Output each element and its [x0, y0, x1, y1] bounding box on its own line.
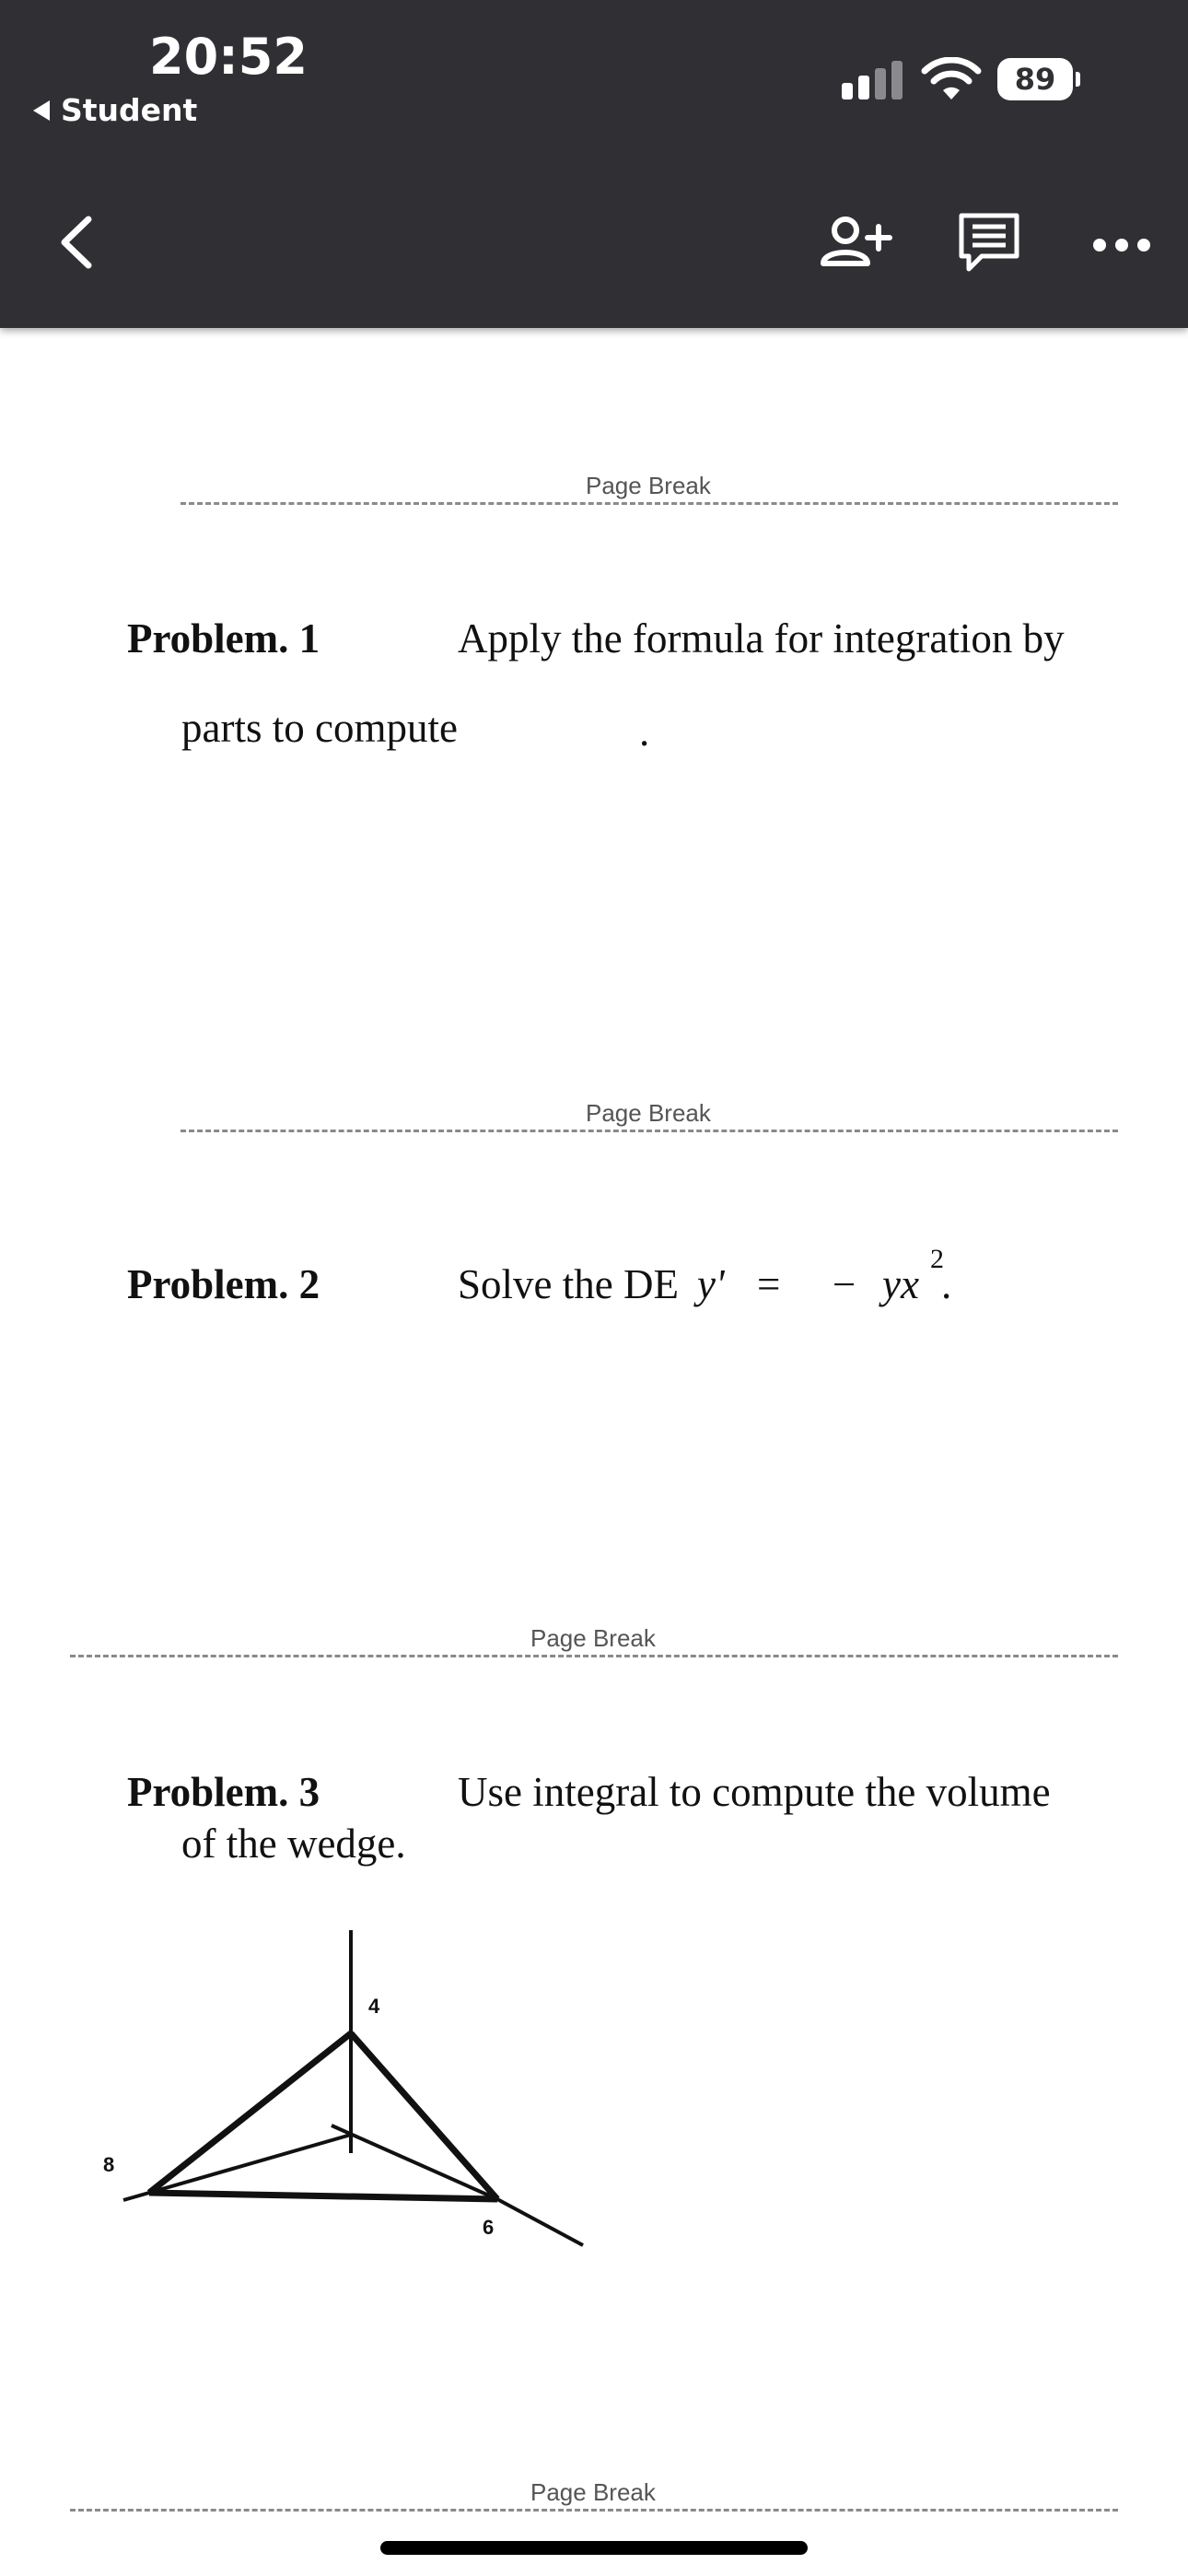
wifi-icon	[921, 57, 982, 101]
wedge-inner-right	[332, 2125, 497, 2199]
page-break-label: Page Break	[582, 1099, 715, 1128]
page-break-line	[70, 1655, 1118, 1657]
x-axis-left	[123, 2193, 149, 2200]
equation-lhs: y'	[697, 1261, 725, 1307]
equation-equals: =	[757, 1261, 781, 1307]
label-x-length: 8	[103, 2153, 115, 2176]
label-y-length: 6	[483, 2216, 495, 2239]
problem-3-text: Use integral to compute the volume	[458, 1769, 1051, 1815]
wedge-edge-left	[149, 2033, 351, 2193]
equation-period: .	[941, 1261, 952, 1307]
cellular-signal-icon	[840, 61, 906, 100]
wedge-edge-base	[149, 2193, 497, 2199]
status-time: 20:52	[149, 28, 308, 86]
problem-1-text: Apply the formula for integration by	[458, 615, 1065, 662]
problem-1-period: .	[639, 708, 650, 755]
equation-exponent: 2	[930, 1244, 944, 1274]
top-app-bar	[0, 0, 1188, 328]
home-indicator[interactable]	[380, 2541, 808, 2555]
problem-3-text-line2: of the wedge.	[181, 1821, 406, 1867]
problem-2-label: Problem. 2	[127, 1261, 320, 1307]
battery-level: 89	[997, 58, 1073, 100]
problem-1-label: Problem. 1	[127, 615, 320, 662]
battery-nub	[1076, 72, 1080, 87]
label-height: 4	[368, 1995, 380, 2018]
problem-1-text-line2: parts to compute	[181, 705, 458, 751]
chevron-left-icon[interactable]	[53, 210, 99, 275]
wedge-edge-right	[351, 2033, 497, 2199]
page-break-label: Page Break	[527, 2478, 659, 2507]
problem-2-text: Solve the DE	[458, 1261, 679, 1307]
page-break-line	[181, 502, 1118, 505]
back-triangle-icon	[33, 100, 50, 121]
wedge-inner-left	[149, 2135, 351, 2193]
add-person-icon[interactable]	[818, 210, 893, 275]
wedge-diagram	[92, 1921, 608, 2262]
y-axis-right	[497, 2199, 583, 2245]
equation-rhs: yx	[882, 1261, 919, 1307]
page-break-label: Page Break	[582, 472, 715, 500]
problem-3-label: Problem. 3	[127, 1769, 320, 1815]
equation-minus: −	[833, 1261, 856, 1307]
more-icon[interactable]	[1089, 228, 1162, 262]
page-break-label: Page Break	[527, 1624, 659, 1653]
back-to-app-link[interactable]	[33, 92, 197, 128]
battery-indicator	[997, 58, 1080, 100]
page-break-line	[181, 1130, 1118, 1132]
page-break-line	[70, 2509, 1118, 2512]
comment-icon[interactable]	[954, 210, 1024, 275]
back-app-label: Student	[61, 92, 198, 128]
